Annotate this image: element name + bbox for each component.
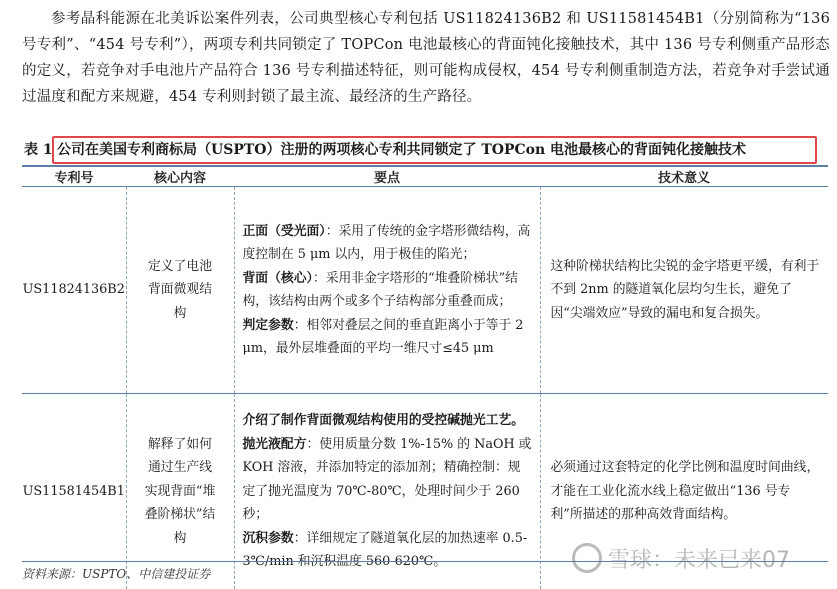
table-title-highlight: [52, 136, 817, 164]
core-content-cell: 解释了如何通过生产线实现背面“堆叠阶梯状”结构: [126, 394, 234, 589]
header-key-points: 要点: [234, 166, 540, 187]
point-polish: 抛光液配方：使用质量分数 1%-15% 的 NaOH 或 KOH 溶液，并添加特定的添加剂；精确控制：规定了抛光温度为 70℃-80℃，处理时间少于 260 秒；: [243, 433, 532, 527]
patent-table: [22, 166, 828, 589]
patent-number-cell: US11824136B2: [22, 187, 126, 394]
intro-paragraph: 参考晶科能源在北美诉讼案件列表，公司典型核心专利包括 US11824136B2 和 US11581454B1（分别简称为“136 号专利”、“454 号专利”），两项专利共同锁定了 TOPCon 电池最核心的背面钝化接触技术，其中 136 号专利侧重产品形态的定义，若竞争对手电池片产品符合 136 号专利描述特征，则可能构成侵权，454 号专利侧重制造方法，若竞争对手尝试通过温度和配方来规避，454 专利则封锁了最主流、最经济的生产路径。: [22, 6, 830, 110]
table-row: [22, 187, 828, 394]
point-params: 判定参数：相邻对叠层之间的垂直距离小于等于 2 μm，最外层堆叠面的平均一维尺寸≤45 μm: [243, 314, 532, 361]
table-caption: [22, 137, 828, 167]
tech-significance-cell: 这种阶梯状结构比尖锐的金字塔更平缓，有利于不到 2nm 的隧道氧化层均匀生长，避免了因“尖端效应”导致的漏电和复合损失。: [540, 187, 828, 394]
core-content-cell: 定义了电池背面微观结构: [126, 187, 234, 394]
source-note: 资料来源：USPTO、中信建投证券: [22, 561, 828, 582]
point-intro: 介绍了制作背面微观结构使用的受控碱抛光工艺。: [243, 409, 532, 433]
key-points-cell: [234, 394, 540, 589]
watermark: [572, 538, 790, 578]
header-core-content: 核心内容: [126, 166, 234, 187]
point-front: 正面（受光面）：采用了传统的金字塔形微结构，高度控制在 5 μm 以内，用于极佳的陷光；: [243, 220, 532, 267]
table-title: 公司在美国专利商标局（USPTO）注册的两项核心专利共同锁定了 TOPCon 电池最核心的背面钝化接触技术: [57, 142, 746, 158]
table-label: 表 1: [24, 137, 53, 163]
header-patent-number: 专利号: [22, 166, 126, 187]
tech-significance-cell: 必须通过这套特定的化学比例和温度时间曲线，才能在工业化流水线上稳定做出“136 号专利”所描述的那种高效背面结构。: [540, 394, 828, 589]
point-deposition: 沉积参数：详细规定了隧道氧化层的加热速率 0.5-3℃/min 和沉积温度 560-620℃。: [243, 527, 532, 574]
point-back: 背面（核心）：采用非金字塔形的“堆叠阶梯状”结构，该结构由两个或多个子结构部分重叠而成；: [243, 267, 532, 314]
header-tech-significance: 技术意义: [540, 166, 828, 187]
patent-number-cell: US11581454B1: [22, 394, 126, 589]
snowball-logo-icon: [572, 543, 602, 573]
watermark-text: 雪球：未来已来07: [608, 543, 790, 574]
table-header-row: [22, 166, 828, 187]
key-points-cell: [234, 187, 540, 394]
